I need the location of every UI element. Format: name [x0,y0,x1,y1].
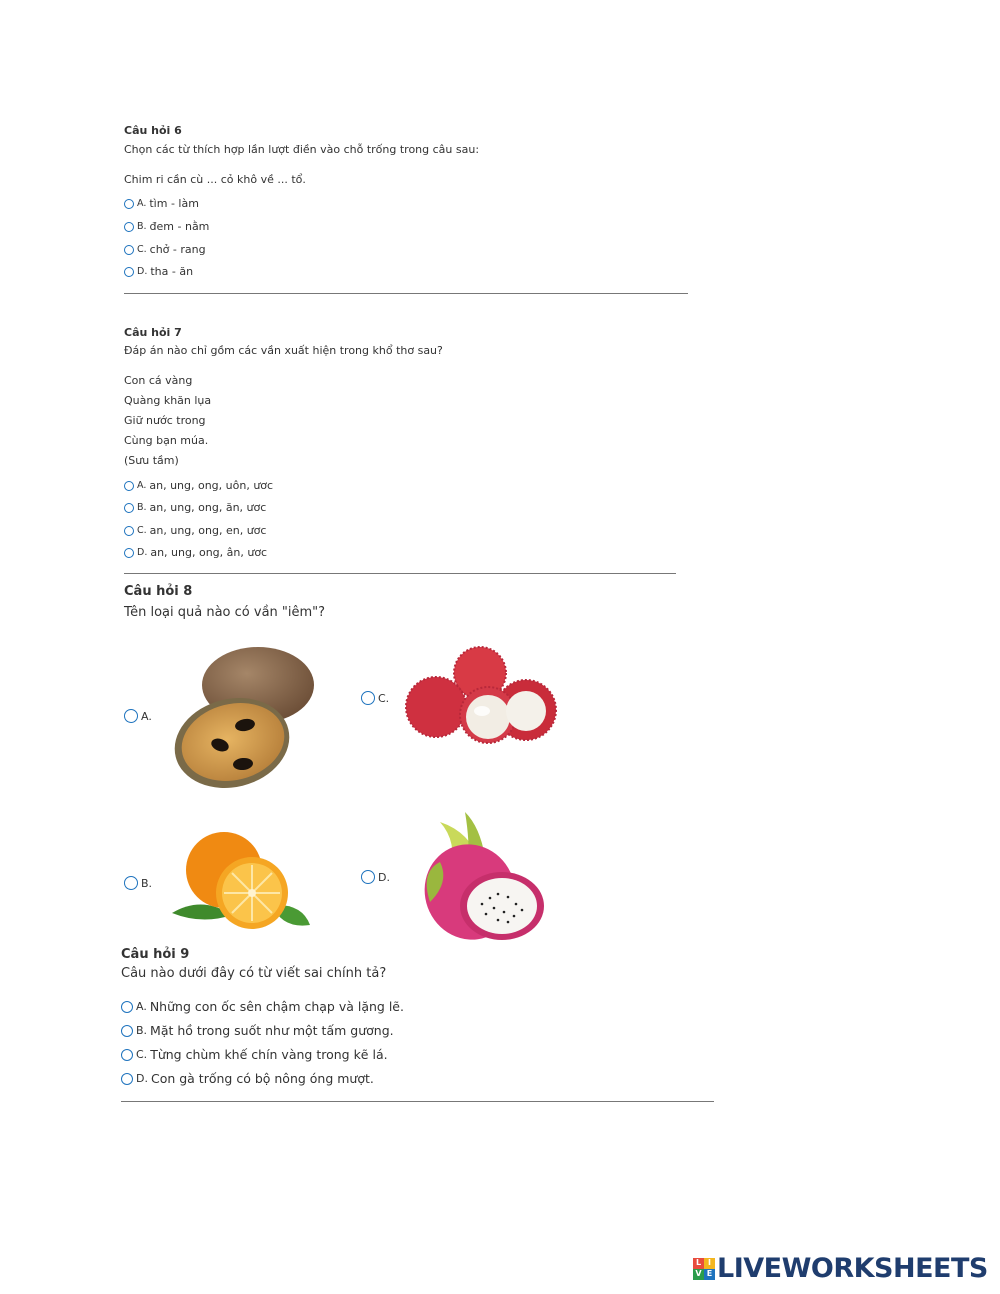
q7-option-c[interactable]: C. an, ung, ong, en, ươc [124,524,266,537]
q9-option-d[interactable]: D. Con gà trống có bộ nông óng mượt. [121,1071,374,1086]
q9-prompt: Câu nào dưới đây có từ viết sai chính tả? [121,966,387,981]
radio-icon[interactable] [121,1025,133,1037]
q8-title: Câu hỏi 8 [124,584,193,599]
divider [121,1101,714,1102]
radio-icon[interactable] [361,691,375,705]
divider [124,293,688,294]
q7-option-b[interactable]: B. an, ung, ong, ăn, ươc [124,501,266,514]
radio-icon[interactable] [124,222,134,232]
q6-option-d[interactable]: D. tha - ăn [124,265,193,278]
q8-prompt: Tên loại quả nào có vần "iêm"? [124,605,326,620]
q7-poem-line: Con cá vàng [124,374,193,387]
q8-option-d[interactable]: D. [361,870,393,884]
q7-poem-line: Cùng bạn múa. [124,434,209,447]
radio-icon[interactable] [124,876,138,890]
radio-icon[interactable] [124,267,134,277]
logo-text: LIVEWORKSHEETS [717,1253,988,1284]
q6-title: Câu hỏi 6 [124,124,182,137]
radio-icon[interactable] [121,1049,133,1061]
q9-option-b[interactable]: B. Mặt hồ trong suốt như một tấm gương. [121,1023,394,1038]
q7-prompt: Đáp án nào chỉ gồm các vần xuất hiện trong khổ thơ sau? [124,344,443,357]
q8-option-a[interactable]: A. [124,709,155,723]
q6-option-c[interactable]: C. chở - rang [124,243,206,256]
q6-prompt: Chọn các từ thích hợp lần lượt điền vào chỗ trống trong câu sau: [124,143,480,156]
radio-icon[interactable] [124,503,134,513]
sapodilla-image [170,645,320,795]
q6-option-a[interactable]: A. tìm - làm [124,197,199,210]
q7-poem-source: (Sưu tầm) [124,454,179,467]
divider [124,573,676,574]
radio-icon[interactable] [361,870,375,884]
q6-sentence: Chim ri cần cù ... cỏ khô về ... tổ. [124,173,306,186]
logo-mark-icon: L I V E [693,1258,715,1280]
q7-title: Câu hỏi 7 [124,326,182,339]
q9-option-c[interactable]: C. Từng chùm khế chín vàng trong kẽ lá. [121,1047,388,1062]
q9-option-a[interactable]: A. Những con ốc sên chậm chạp và lặng lẽ. [121,999,404,1014]
q6-option-b[interactable]: B. đem - nằm [124,220,209,233]
q7-option-d[interactable]: D. an, ung, ong, ân, ươc [124,546,267,559]
q7-option-a[interactable]: A. an, ung, ong, uôn, ươc [124,479,273,492]
radio-icon[interactable] [121,1073,133,1085]
q7-poem-line: Giữ nước trong [124,414,206,427]
liveworksheets-logo [693,1253,988,1284]
q8-option-b[interactable]: B. [124,876,155,890]
q7-poem-line: Quàng khăn lụa [124,394,212,407]
radio-icon[interactable] [124,709,138,723]
orange-image [162,825,317,935]
radio-icon[interactable] [121,1001,133,1013]
q9-title: Câu hỏi 9 [121,947,190,962]
q8-option-c[interactable]: C. [361,691,392,705]
rambutan-image [398,645,568,750]
radio-icon[interactable] [124,526,134,536]
radio-icon[interactable] [124,481,134,491]
radio-icon[interactable] [124,245,134,255]
dragon-fruit-image [410,802,550,947]
radio-icon[interactable] [124,548,134,558]
radio-icon[interactable] [124,199,134,209]
